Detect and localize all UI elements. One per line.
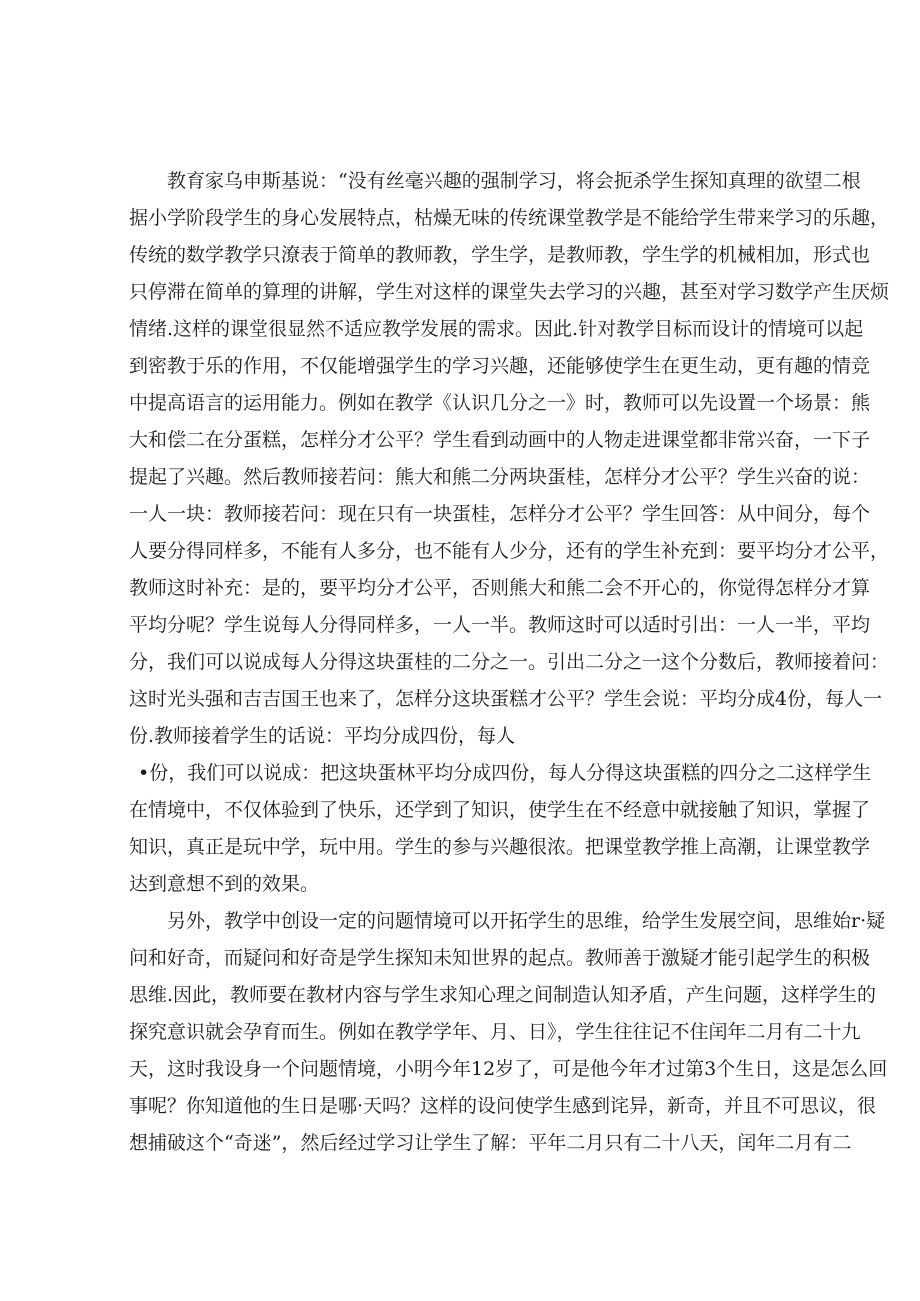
- paragraph-1-line-11: 人要分得同样多，不能有人多分，也不能有人少分，还有的学生补充到：要平均分才公平，: [129, 540, 890, 562]
- paragraph-3-line-7: 想捕破这个“奇迷”，然后经过学习让学生了解：平年二月只有二十八天，闰年二月有二: [129, 1132, 852, 1154]
- paragraph-1-line-12: 教师这时补充：是的，要平均分才公平，否则熊大和熊二会不开心的，你觉得怎样分才算: [129, 577, 871, 599]
- paragraph-1-line-1: 教育家乌申斯基说：“没有丝毫兴趣的强制学习，将会扼杀学生探知真理的欲望二根: [167, 170, 861, 192]
- paragraph-2-line-3: 知识，真正是玩中学，玩中用。学生的参与兴趣很浓。把课堂教学推上高潮，让课堂教学: [129, 836, 871, 858]
- paragraph-2-line-4: 达到意想不到的效果。: [129, 873, 320, 895]
- paragraph-1-line-2: 据小学阶段学生的身心发展特点，枯燥无味的传统课堂教学是不能给学生带来学习的乐趣，: [129, 207, 890, 229]
- paragraph-1-line-9: 提起了兴趣。然后教师接若问：熊大和熊二分两块蛋桂，怎样分才公平？学生兴奋的说：: [129, 466, 871, 488]
- paragraph-3-line-5: 天，这时我设身一个问题情境，小明今年12岁了，可是他今年才过第3个生日，这是怎么回: [129, 1058, 888, 1080]
- paragraph-1-line-14: 分，我们可以说成每人分得这块蛋桂的二分之一。引出二分之一这个分数后，教师接着问：: [129, 651, 890, 673]
- paragraph-3-line-4: 探究意识就会孕育而生。例如在教学学年、月、日》，学生往往记不住闰年二月有二十九: [129, 1021, 861, 1043]
- paragraph-1-line-4: 只停滞在简单的算理的讲解，学生对这样的课堂失去学习的兴趣，甚至对学习数学产生厌烦: [129, 281, 890, 303]
- paragraph-3-line-3: 思维.因此，教师要在教材内容与学生求知心理之间制造认知矛盾，产生问题，这样学生的: [129, 984, 877, 1006]
- paragraph-1-line-15: 这时光头强和吉吉国王也来了，怎样分这块蛋糕才公平？学生会说：平均分成4份，每人一: [129, 688, 883, 710]
- paragraph-1-line-8: 大和偿二在分蛋糕，怎样分才公平？学生看到动画中的人物走进课堂都非常兴奋，一下子: [129, 429, 871, 451]
- paragraph-3-line-6: 事呢？你知道他的生日是哪·天吗？这样的设问使学生感到诧异，新奇，并且不可思议，很: [129, 1095, 877, 1117]
- paragraph-2-line-1: •份，我们可以说成：把这块蛋林平均分成四份，每人分得这块蛋糕的四分之二这样学生: [138, 762, 872, 784]
- paragraph-1-line-7: 中提高语言的运用能力。例如在教学《认识几分之一》时，教师可以先设置一个场景：熊: [129, 392, 871, 414]
- paragraph-1-line-10: 一人一块：教师接若问：现在只有一块蛋桂，怎样分才公平？学生回答：从中间分，每个: [129, 503, 871, 525]
- paragraph-1-line-16: 份.教师接着学生的话说：平均分成四份，每人: [129, 725, 516, 747]
- paragraph-1-line-3: 传统的数学教学只潦表于简单的教师教，学生学，是教师教，学生学的机械相加，形式也: [129, 244, 871, 266]
- paragraph-1-line-5: 情绪.这样的课堂很显然不适应教学发展的需求。因此.针对教学目标而设计的情境可以起: [129, 318, 864, 340]
- paragraph-2-line-2: 在情境中，不仅体验到了快乐，还学到了知识，使学生在不经意中就接触了知识，掌握了: [129, 799, 871, 821]
- paragraph-3-line-1: 另外，教学中创设一定的问题情境可以开拓学生的思维，给学生发展空间，思维始r·疑: [167, 910, 886, 932]
- paragraph-1-line-6: 到密教于乐的作用，不仅能增强学生的学习兴趣，还能够使学生在更生动，更有趣的情竞: [129, 355, 871, 377]
- paragraph-3-line-2: 问和好奇，而疑问和好奇是学生探知未知世界的起点。教师善于激疑才能引起学生的积极: [129, 947, 871, 969]
- paragraph-1-line-13: 平均分呢？学生说每人分得同样多，一人一半。教师这时可以适时引出：一人一半，平均: [129, 614, 871, 636]
